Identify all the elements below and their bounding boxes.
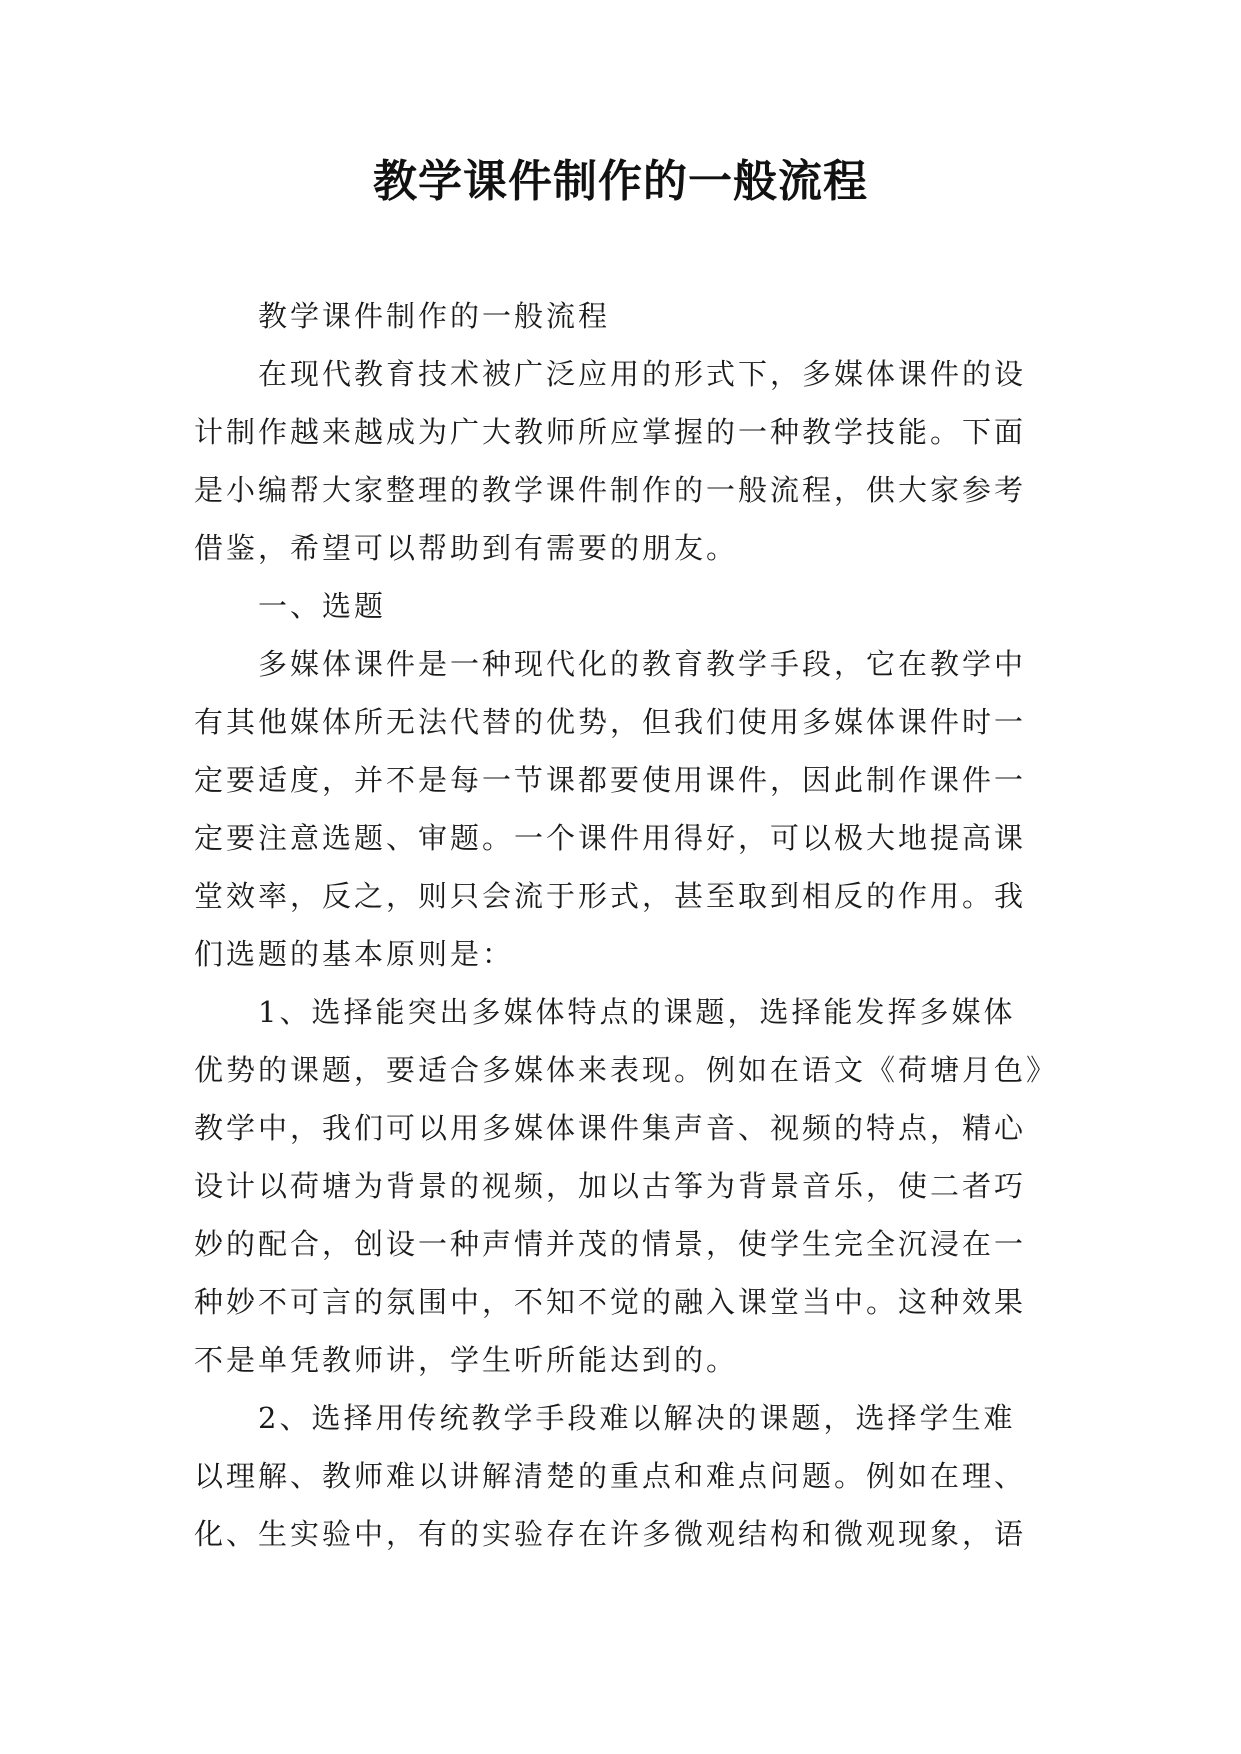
paragraph-line: 1、选择能突出多媒体特点的课题，选择能发挥多媒体 xyxy=(258,995,1016,1029)
paragraph-line: 多媒体课件是一种现代化的教育教学手段，它在教学中 xyxy=(258,647,1027,681)
section-heading: 一、选题 xyxy=(258,589,387,623)
paragraph-line: 不是单凭教师讲，学生听所能达到的。 xyxy=(194,1343,739,1377)
paragraph-line-heading: 教学课件制作的一般流程 xyxy=(258,299,611,333)
paragraph-line: 妙的配合，创设一种声情并茂的情景，使学生完全沉浸在一 xyxy=(194,1227,1027,1261)
paragraph-line: 堂效率，反之，则只会流于形式，甚至取到相反的作用。我 xyxy=(194,879,1027,913)
document-body xyxy=(194,287,1074,1563)
paragraph-line: 借鉴，希望可以帮助到有需要的朋友。 xyxy=(194,531,739,565)
paragraph-line: 设计以荷塘为背景的视频，加以古筝为背景音乐，使二者巧 xyxy=(194,1169,1027,1203)
paragraph-line: 计制作越来越成为广大教师所应掌握的一种教学技能。下面 xyxy=(194,415,1027,449)
paragraph-line: 定要注意选题、审题。一个课件用得好，可以极大地提高课 xyxy=(194,821,1027,855)
paragraph-line: 种妙不可言的氛围中，不知不觉的融入课堂当中。这种效果 xyxy=(194,1285,1027,1319)
paragraph-line: 2、选择用传统教学手段难以解决的课题，选择学生难 xyxy=(258,1401,1016,1435)
paragraph-line: 们选题的基本原则是： xyxy=(194,937,515,971)
paragraph-line: 有其他媒体所无法代替的优势，但我们使用多媒体课件时一 xyxy=(194,705,1027,739)
paragraph-line: 是小编帮大家整理的教学课件制作的一般流程，供大家参考 xyxy=(194,473,1027,507)
paragraph-line: 优势的课题，要适合多媒体来表现。例如在语文《荷塘月色》 xyxy=(194,1053,1059,1087)
paragraph-line: 教学中，我们可以用多媒体课件集声音、视频的特点，精心 xyxy=(194,1111,1027,1145)
document-title: 教学课件制作的一般流程 xyxy=(373,156,868,207)
paragraph-line: 定要适度，并不是每一节课都要使用课件，因此制作课件一 xyxy=(194,763,1027,797)
paragraph-line: 在现代教育技术被广泛应用的形式下，多媒体课件的设 xyxy=(258,357,1027,391)
paragraph-line: 以理解、教师难以讲解清楚的重点和难点问题。例如在理、 xyxy=(194,1459,1027,1493)
paragraph-line: 化、生实验中，有的实验存在许多微观结构和微观现象，语 xyxy=(194,1517,1027,1551)
